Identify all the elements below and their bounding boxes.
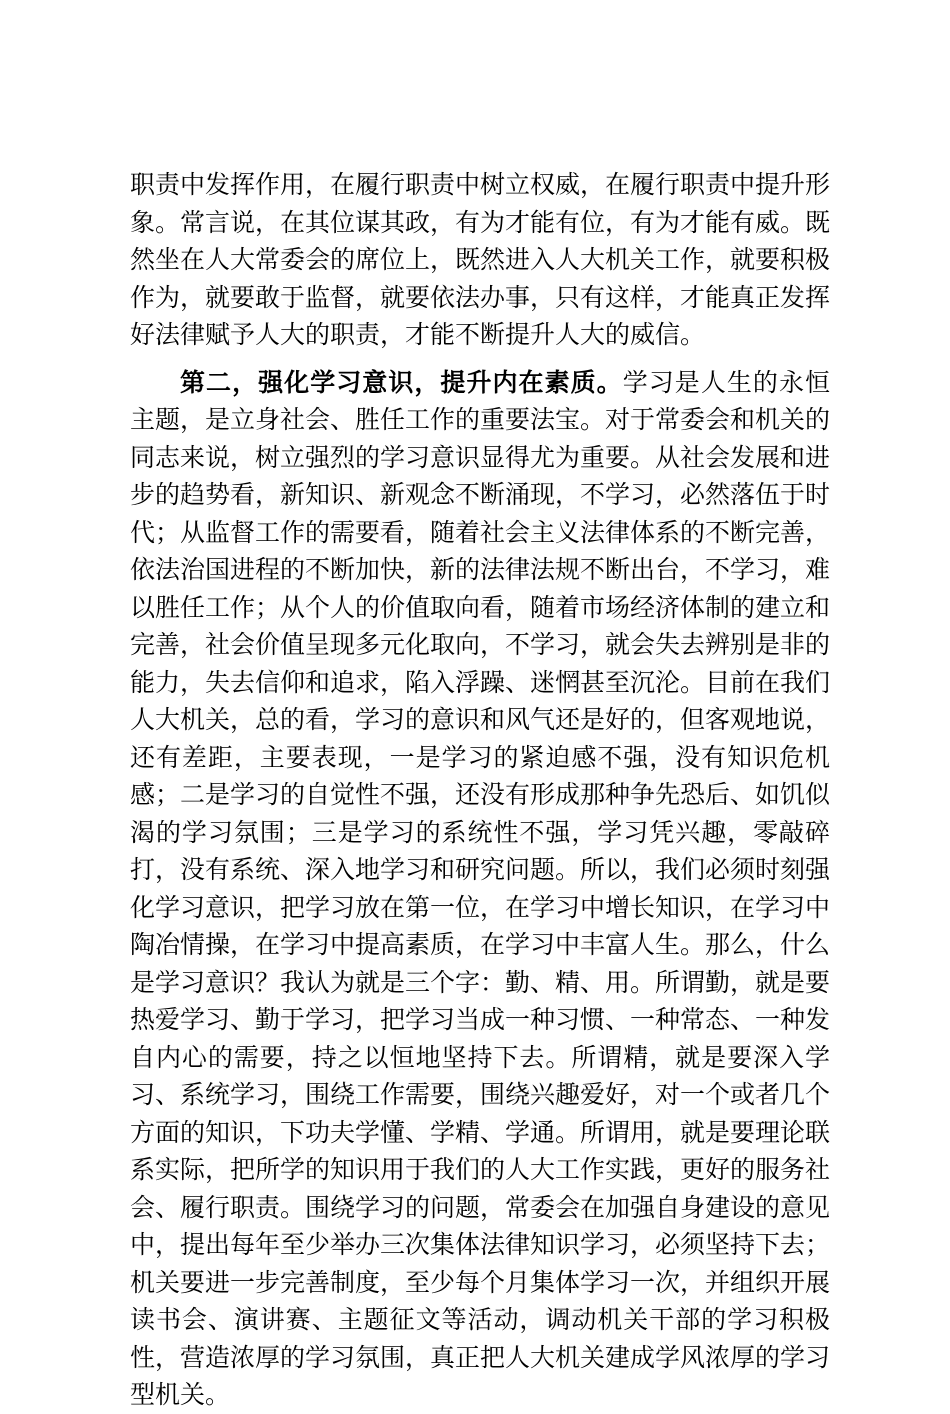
paragraph-text: 学习是人生的永恒主题，是立身社会、胜任工作的重要法宝。对于常委会和机关的同志来说，树立强烈的学习意识显得尤为重要。从社会发展和进步的趋势看，新知识、新观念不断涌现，不学习，必然落伍于时代；从监督工作的需要看，随着社会主义法律体系的不断完善，依法治国进程的不断加快，新的法律法规不断出台，不学习，难以胜任工作；从个人的价值取向看，随着市场经济体制的建立和完善，社会价值呈现多元化取向，不学习，就会失去辨别是非的能力，失去信仰和追求，陷入浮躁、迷惘甚至沉沦。目前在我们人大机关，总的看，学习的意识和风气还是好的，但客观地说，还有差距，主要表现，一是学习的紧迫感不强，没有知识危机感；二是学习的自觉性不强，还没有形成那种争先恐后、如饥似渴的学习氛围；三是学习的系统性不强，学习凭兴趣，零敲碎打，没有系统、深入地学习和研究问题。所以，我们必须时刻强化学习意识，把学习放在第一位，在学习中增长知识，在学习中陶冶情操，在学习中提高素质，在学习中丰富人生。那么，什么是学习意识？我认为就是三个字：勤、精、用。所谓勤，就是要热爱学习、勤于学习，把学习当成一种习惯、一种常态、一种发自内心的需要，持之以恒地坚持下去。所谓精，就是要深入学习、系统学习，围绕工作需要，围绕兴趣爱好，对一个或者几个方面的知识，下功夫学懂、学精、学通。所谓用，就是要理论联系实际，把所学的知识用于我们的人大工作实践，更好的服务社会、履行职责。围绕学习的问题，常委会在加强自身建设的意见中，提出每年至少举办三次集体法律知识学习，必须坚持下去；机关要进一步完善制度，至少每个月集体学习一次，并组织开展读书会、演讲赛、主题征文等活动，调动机关干部的学习积极性，营造浓厚的学习氛围，真正把人大机关建成学风浓厚的学习型机关。	[130, 367, 831, 1409]
paragraph-text: 职责中发挥作用，在履行职责中树立权威，在履行职责中提升形象。常言说，在其位谋其政，有为才能有位，有为才能有威。既然坐在人大常委会的席位上，既然进入人大机关工作，就要积极作为，就要敢于监督，就要依法办事，只有这样，才能真正发挥好法律赋予人大的职责，才能不断提升人大的威信。	[130, 170, 831, 349]
paragraph-second-point	[130, 364, 830, 1414]
paragraph-heading: 第二，强化学习意识，提升内在素质。	[180, 367, 623, 397]
paragraph-continuation	[130, 166, 830, 354]
document-body	[130, 166, 830, 1414]
